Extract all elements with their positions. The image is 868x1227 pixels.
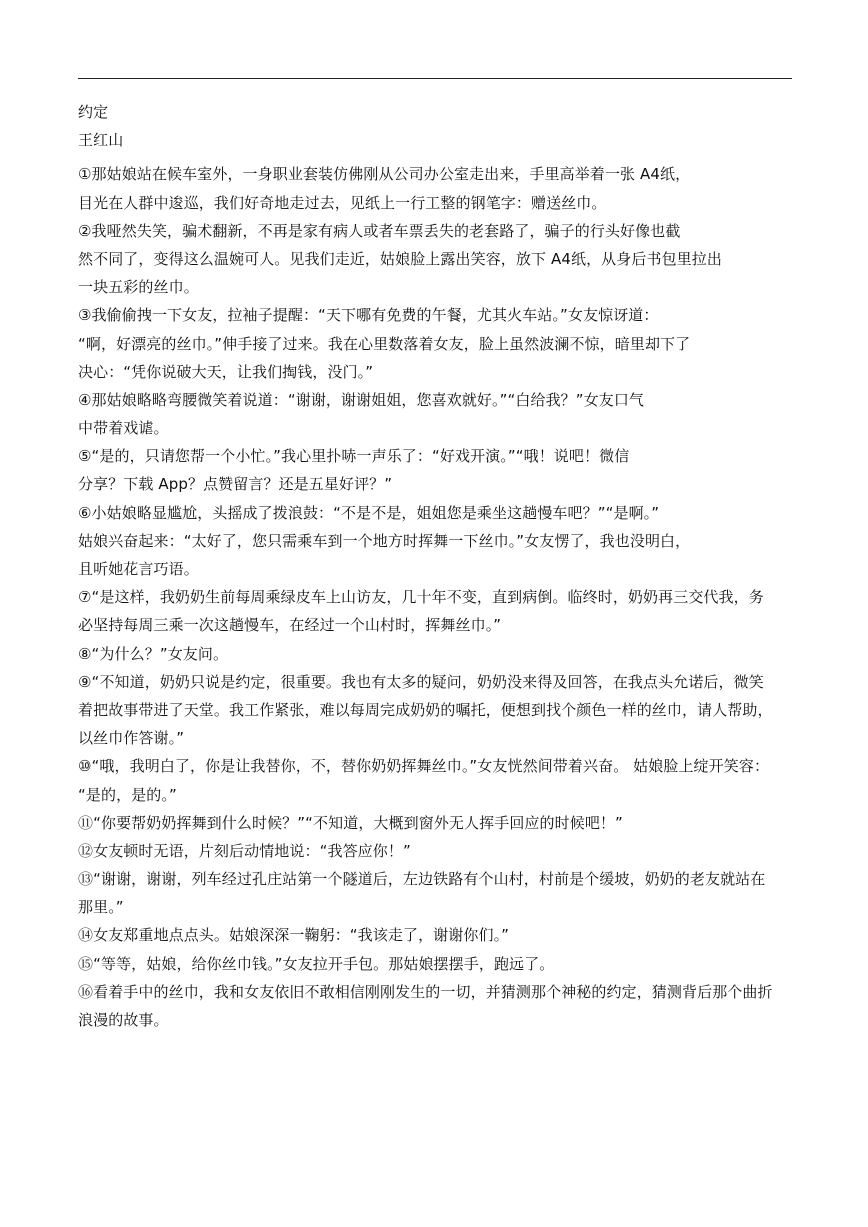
document-author: 王红山 [78,131,124,150]
text-line: ⑥小姑娘略显尴尬，头摇成了拨浪鼓：“不是不是，姐姐您是乘坐这趟慢车吧？”“是啊。” [78,503,660,522]
text-line: 浪漫的故事。 [78,1011,169,1029]
text-line: 姑娘兴奋起来：“太好了，您只需乘车到一个地方时挥舞一下丝巾。”女友愣了，我也没明白， [78,531,691,550]
text-line: ⑤“是的，只请您帮一个小忙。”我心里扑哧一声乐了：“好戏开演。”“哦！说吧！微信 [78,447,630,466]
text-line: 然不同了，变得这么温婉可人。见我们走近，姑娘脸上露出笑容，放下 A4纸，从身后书包里拉出 [78,249,722,268]
text-line: 那里。” [78,898,124,917]
text-line: ⑨“不知道，奶奶只说是约定，很重要。我也有太多的疑问，奶奶没来得及回答，在我点头允诺后，微笑 [78,672,764,691]
text-line: ⑧“为什么？”女友问。 [78,644,229,663]
text-line: ⑫女友顿时无语，片刻后动情地说：“我答应你！” [78,841,411,860]
text-line: “啊，好漂亮的丝巾。”伸手接了过来。我在心里数落着女友，脸上虽然波澜不惊，暗里却下了 [78,334,691,353]
text-line: 中带着戏谑。 [78,419,169,438]
text-line: ⑯看着手中的丝巾，我和女友依旧不敢相信刚刚发生的一切，并猜测那个神秘的约定，猜测背后那个曲折 [78,982,773,1001]
text-line: ⑮“等等，姑娘，给你丝巾钱。”女友拉开手包。那姑娘摆摆手，跑远了。 [78,954,555,973]
text-line: 着把故事带进了天堂。我工作紧张，难以每周完成奶奶的嘱托，便想到找个颜色一样的丝巾，请人帮助， [78,700,773,719]
text-line: ④那姑娘略略弯腰微笑着说道：“谢谢，谢谢姐姐，您喜欢就好。”“白给我？”女友口气 [78,390,645,409]
text-line: ⑪“你要帮奶奶挥舞到什么时候？”“不知道，大概到窗外无人挥手回应的时候吧！” [78,813,623,832]
text-line: ⑭女友郑重地点点头。姑娘深深一鞠躬：“我该走了，谢谢你们。” [78,926,510,945]
text-line: 必坚持每周三乘一次这趟慢车，在经过一个山村时，挥舞丝巾。” [78,616,502,635]
text-line: ⑬“谢谢，谢谢，列车经过孔庄站第一个隧道后，左边铁路有个山村，村前是个缓坡，奶奶的老友就站在 [78,870,766,889]
text-line: 决心：“凭你说破大天，让我们掏钱，没门。” [78,362,374,381]
text-line: ①那姑娘站在候车室外，一身职业套装仿佛刚从公司办公室走出来，手里高举着一张 A4纸， [78,165,691,184]
header-rule [78,78,792,79]
text-line: 以丝巾作答谢。” [78,729,185,748]
text-line: 且听她花言巧语。 [78,560,199,578]
text-line: ⑦“是这样，我奶奶生前每周乘绿皮车上山访友，几十年不变，直到病倒。临终时，奶奶再三交代我，务 [78,588,764,607]
text-line: ②我哑然失笑，骗术翻新，不再是家有病人或者车票丢失的老套路了，骗子的行头好像也截 [78,221,681,240]
text-line: ③我偷偷拽一下女友，拉袖子提醒：“天下哪有免费的午餐，尤其火车站。”女友惊讶道： [78,306,659,325]
text-line: ⑩“哦，我明白了，你是让我替你，不，替你奶奶挥舞丝巾。”女友恍然间带着兴奋。 姑娘脸上绽开笑容： [78,757,770,776]
document-body [78,98,808,1034]
text-line: 分享？下载 App？点赞留言？还是五星好评？” [78,475,393,494]
text-line: 目光在人群中逡巡，我们好奇地走过去，见纸上一行工整的钢笔字：赠送丝巾。 [78,193,607,212]
article-text [78,160,808,1034]
text-line: “是的，是的。” [78,785,177,804]
document-title: 约定 [78,103,109,121]
text-line: 一块五彩的丝巾。 [78,278,199,297]
